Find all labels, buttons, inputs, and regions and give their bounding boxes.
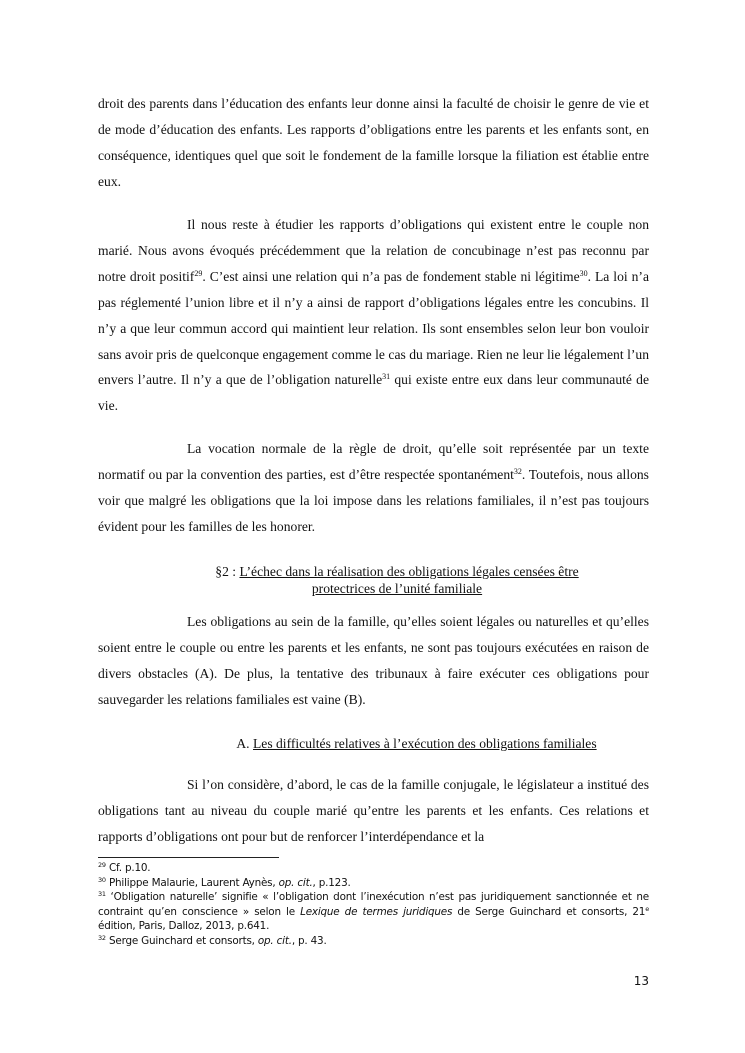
section-heading	[98, 563, 649, 597]
paragraph-3-text: La vocation normale de la règle de droit, qu’elle soit représentée par un texte normatif ou par la convention des parties, est d’être respectée spontanément$^{32}$. Toutefois, nous allons voir que malgré les obligations que la loi impose dans les relations familiales, il n’est pas toujours évident pour les familles de les honorer.	[98, 441, 649, 534]
subheading-title: Les difficultés relatives à l’exécution des obligations familiales	[252, 736, 597, 751]
paragraph-4-text: Les obligations au sein de la famille, qu’elles soient légales ou naturelles et qu’elles soient entre le couple ou entre les parents et les enfants, ne sont pas toujours exécutées en raison de divers obstacles (A). De plus, la tentative des tribunaux à faire exécuter ces obligations pour sauvegarder les relations familiales est vaine (B).	[98, 614, 649, 707]
subheading-marker: A.	[236, 736, 253, 751]
page-number: 13	[633, 974, 649, 988]
subheading	[98, 735, 649, 752]
paragraph-3	[98, 436, 649, 540]
footnotes	[98, 861, 649, 949]
section-heading-line-2: protectrices de l’unité familiale	[311, 581, 483, 596]
footnote-ref-31[interactable]: 31	[382, 372, 391, 382]
paragraph-5	[98, 772, 649, 850]
paragraph-1-text: droit des parents dans l’éducation des enfants leur donne ainsi la faculté de choisir le genre de vie et de mode d’éducation des enfants. Les rapports d’obligations entre les parents et les enfants sont, en conséquence, identiques quel que soit le fondement de la famille lorsque la filiation est établie entre eux.	[98, 96, 649, 189]
footnote-separator	[98, 857, 279, 858]
paragraph-5-text: Si l’on considère, d’abord, le cas de la famille conjugale, le législateur a institué des obligations tant au niveau du couple marié qu’entre les parents et les enfants. Ces relations et rapports d’obligations ont pour but de renforcer l’interdépendance et la	[98, 777, 649, 844]
footnote-32: $^{32}$ Serge Guinchard et consorts, op. cit., p. 43.	[98, 933, 327, 947]
paragraph-1	[98, 91, 649, 195]
footnote-ref-30[interactable]: 30	[579, 268, 588, 278]
section-heading-number: §2 :	[215, 564, 240, 579]
paragraph-2-text: Il nous reste à étudier les rapports d’obligations qui existent entre le couple non marié. Nous avons évoqués précédemment que la relation de concubinage n’est pas reconnu par notre droit positif$^{29}$. C’est ainsi une relation qui n’a pas de fondement stable ni légitime$^{30}$. La loi n’a pas réglementé l’union libre et il n’y a ainsi de rapport d’obligations légales entre les concubins. Il n’y a que leur commun accord qui maintient leur relation. Ils sont ensembles selon leur bon vouloir sans avoir pris de quelconque engagement comme le cas du mariage. Rien ne leur lie légalement l’un envers l’autre. Il n’y a que de l’obligation naturelle$^{31}$ qui existe entre eux dans leur communauté de vie.	[98, 217, 649, 414]
section-heading-line-1: L’échec dans la réalisation des obligations légales censées être	[239, 564, 579, 579]
footnote-ref-32[interactable]: 32	[513, 466, 522, 476]
paragraph-2	[98, 212, 649, 419]
footnote-30: $^{30}$ Philippe Malaurie, Laurent Aynès, op. cit., p.123.	[98, 875, 351, 889]
footnote-31: $^{31}$ ‘Obligation naturelle’ signifie « l’obligation dont l’inexécution n’est pas juridiquement sanctionnée et ne contraint qu’en conscience » selon le Lexique de termes juridiques de Serge Guinchard et consorts, 21e édition, Paris, Dalloz, 2013, p.641.	[98, 890, 649, 933]
paragraph-4	[98, 609, 649, 713]
footnote-ref-29[interactable]: 29	[194, 268, 203, 278]
footnote-29: $^{29}$ Cf. p.10.	[98, 861, 151, 874]
